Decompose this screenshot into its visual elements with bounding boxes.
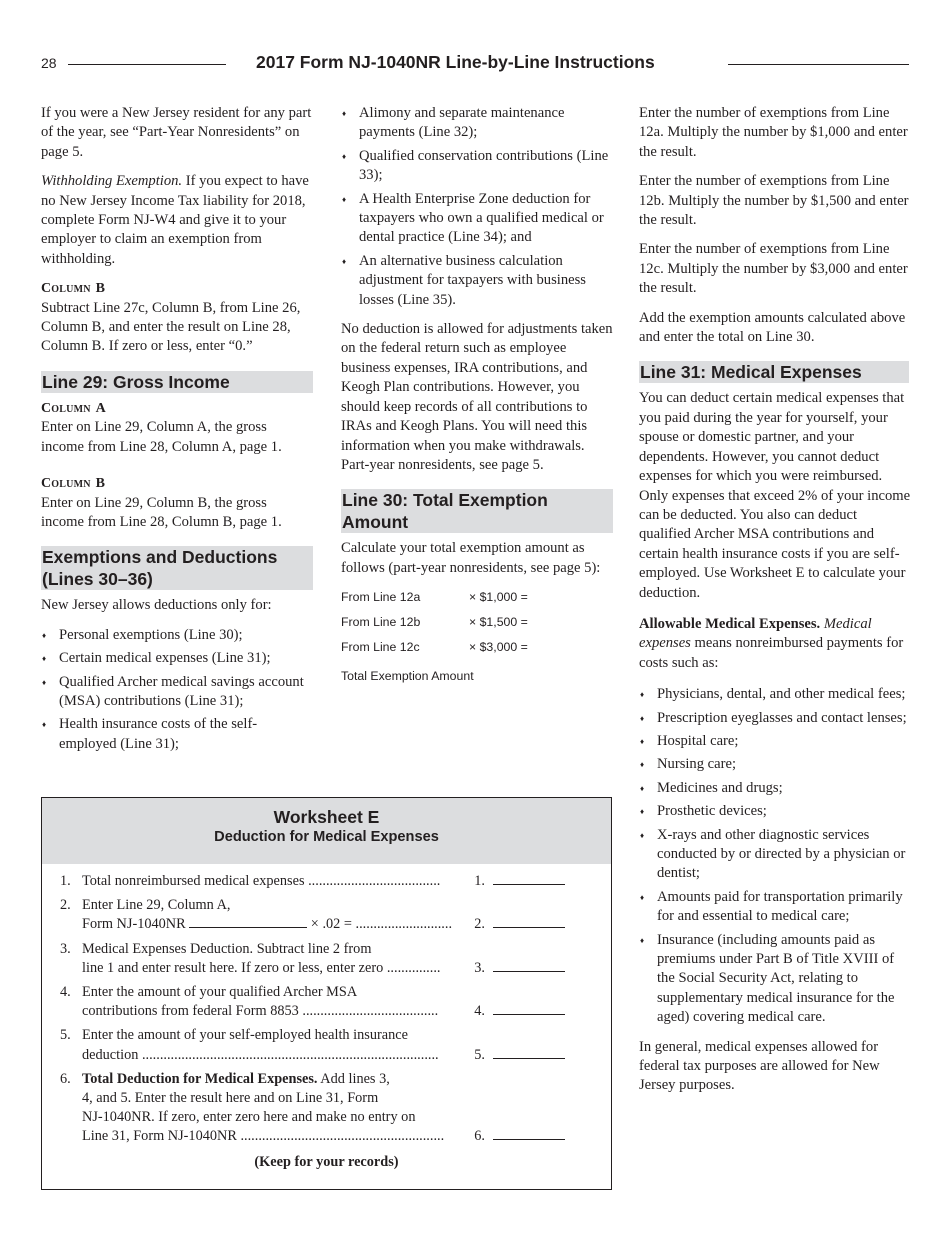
list-item: ♦ A Health Enterprise Zone deduction for taxpayers who own a qualified medical or dental practice (Line 34); and — [341, 190, 613, 248]
list-item: ♦ Qualified conservation contributions (Line 33); — [341, 147, 613, 186]
intro-paragraph: If you were a New Jersey resident for any part of the year, see “Part-Year Nonresidents” on page 5. — [41, 105, 312, 160]
worksheet-input-3[interactable] — [493, 959, 565, 972]
line31-heading: Line 31: Medical Expenses — [639, 361, 909, 383]
worksheet-title: Worksheet E — [273, 807, 380, 827]
line31-text: You can deduct certain medical expenses that you paid during the year for yourself, your spouse or domestic partner, and your dependents. However, you cannot deduct expenses for which you were reimbursed. Only expenses that exceed 2% of your income can be deducted. You also can deduct qualified Archer MSA contributions and certain health insurance costs if you are self-employed. Use Worksheet E to calculate your deduction. — [639, 390, 911, 601]
worksheet-input-line29[interactable] — [189, 915, 307, 928]
line30-heading: Line 30: Total Exemption Amount — [341, 489, 613, 533]
worksheet-body — [42, 864, 611, 1172]
withholding-paragraph: Withholding Exemption. If you expect to have no New Jersey Income Tax liability for 2018, complete Form NJ-W4 and give it to your employer to claim an exemption from withholding. — [41, 173, 309, 267]
column-right — [639, 104, 911, 1106]
worksheet-line-1: 1. Total nonreimbursed medical expenses ..................................... 1. — [60, 872, 560, 891]
worksheet-header — [42, 798, 611, 864]
closing-paragraph: In general, medical expenses allowed for federal tax purposes are allowed for New Jersey purposes. — [639, 1038, 880, 1094]
column-b-heading: Column B — [41, 281, 106, 297]
page-title: 2017 Form NJ-1040NR Line-by-Line Instructions — [256, 52, 655, 72]
deductions-list-continued — [341, 104, 613, 310]
worksheet-subtitle: Deduction for Medical Expenses — [214, 829, 439, 845]
calc-row-12b: From Line 12b × $1,500 = — [341, 615, 528, 630]
list-item: ♦ Amounts paid for transportation primarily for and essential to medical care; — [639, 888, 911, 927]
page-number: 28 — [41, 55, 57, 71]
list-item: ♦ Physicians, dental, and other medical fees; — [639, 685, 911, 704]
paragraph-12b: Enter the number of exemptions from Line 12b. Multiply the number by $1,500 and enter the result. — [639, 173, 909, 229]
calc-row-total: Total Exemption Amount — [341, 669, 474, 684]
worksheet-input-2[interactable] — [493, 915, 565, 928]
column-left — [41, 104, 313, 758]
line29-heading: Line 29: Gross Income — [41, 371, 313, 393]
exemptions-list — [41, 626, 313, 754]
worksheet-e — [41, 797, 612, 1190]
line29-column-b-heading: Column B — [41, 476, 106, 492]
worksheet-line-4: 4. Enter the amount of your qualified Archer MSA contributions from federal Form 8853 ...................................... 4. — [60, 983, 560, 1021]
list-item: ♦ Certain medical expenses (Line 31); — [41, 649, 313, 668]
exemptions-intro: New Jersey allows deductions only for: — [41, 597, 272, 614]
list-item: ♦ Prescription eyeglasses and contact lenses; — [639, 709, 911, 728]
header-rule-left — [68, 64, 226, 65]
worksheet-line-6: 6. Total Deduction for Medical Expenses. Add lines 3, 4, and 5. Enter the result here and on Line 31, Form NJ-1040NR. If zero, enter zero here and make no entry on Line 31, Form NJ-1040NR ......................................................... 6. — [60, 1070, 560, 1147]
no-deduction-paragraph: No deduction is allowed for adjustments taken on the federal return such as employee business expenses, IRA contributions, and Keogh Plan contributions. However, you should keep records of all contributions to IRAs and Keogh Plans. You will need this information when you make withdrawals. Part-year nonresidents, see page 5. — [341, 321, 613, 473]
exemptions-heading: Exemptions and Deductions (Lines 30–36) — [41, 546, 313, 590]
list-item: ♦ Insurance (including amounts paid as premiums under Part B of Title XVIII of the Social Security Act, relating to supplementary medical insurance for the aged) covering medical care. — [639, 931, 911, 1028]
allowable-paragraph: Allowable Medical Expenses. Medical expenses means nonreimbursed payments for costs such as: — [639, 615, 904, 671]
medical-expenses-list — [639, 685, 911, 1028]
line29-column-a-heading: Column A — [41, 400, 106, 416]
column-middle — [341, 104, 613, 692]
worksheet-line-5: 5. Enter the amount of your self-employed health insurance deduction ................................................................................... 5. — [60, 1026, 560, 1064]
exemption-calculation — [341, 588, 613, 692]
line29-column-b-text: Enter on Line 29, Column B, the gross income from Line 28, Column B, page 1. — [41, 494, 282, 530]
worksheet-input-4[interactable] — [493, 1002, 565, 1015]
withholding-label: Withholding Exemption. — [41, 173, 183, 190]
calc-row-12c: From Line 12c × $3,000 = — [341, 640, 528, 655]
worksheet-input-1[interactable] — [493, 872, 565, 885]
paragraph-12c: Enter the number of exemptions from Line 12c. Multiply the number by $3,000 and enter the result. — [639, 241, 908, 297]
header-rule-right — [728, 64, 909, 65]
list-item: ♦ X-rays and other diagnostic services conducted by or directed by a physician or dentist; — [639, 826, 911, 884]
line29-column-a-text: Enter on Line 29, Column A, the gross income from Line 28, Column A, page 1. — [41, 419, 282, 455]
column-b-text: Subtract Line 27c, Column B, from Line 26, Column B, and enter the result on Line 28, Column B. If zero or less, enter “0.” — [41, 299, 301, 355]
list-item: ♦ Prosthetic devices; — [639, 802, 911, 821]
list-item: ♦ Health insurance costs of the self-employed (Line 31); — [41, 715, 313, 754]
list-item: ♦ An alternative business calculation adjustment for taxpayers with business losses (Line 35). — [341, 252, 613, 310]
line30-intro: Calculate your total exemption amount as follows (part-year nonresidents, see page 5): — [341, 540, 601, 576]
paragraph-12a: Enter the number of exemptions from Line 12a. Multiply the number by $1,000 and enter the result. — [639, 105, 908, 160]
list-item: ♦ Qualified Archer medical savings account (MSA) contributions (Line 31); — [41, 673, 313, 712]
list-item: ♦ Nursing care; — [639, 755, 911, 774]
paragraph-add: Add the exemption amounts calculated above and enter the total on Line 30. — [639, 309, 906, 346]
worksheet-input-5[interactable] — [493, 1046, 565, 1059]
list-item: ♦ Medicines and drugs; — [639, 779, 911, 798]
list-item: ♦ Alimony and separate maintenance payments (Line 32); — [341, 104, 613, 143]
worksheet-footer: (Keep for your records) — [254, 1153, 399, 1170]
list-item: ♦ Hospital care; — [639, 732, 911, 751]
worksheet-line-2: 2. Enter Line 29, Column A, Form NJ-1040NR × .02 = ........................... 2. — [60, 896, 560, 934]
calc-row-12a: From Line 12a × $1,000 = — [341, 590, 528, 605]
list-item: ♦ Personal exemptions (Line 30); — [41, 626, 313, 645]
worksheet-line-3: 3. Medical Expenses Deduction. Subtract line 2 from line 1 and enter result here. If zero or less, enter zero ............... 3. — [60, 940, 560, 978]
worksheet-input-6[interactable] — [493, 1127, 565, 1140]
